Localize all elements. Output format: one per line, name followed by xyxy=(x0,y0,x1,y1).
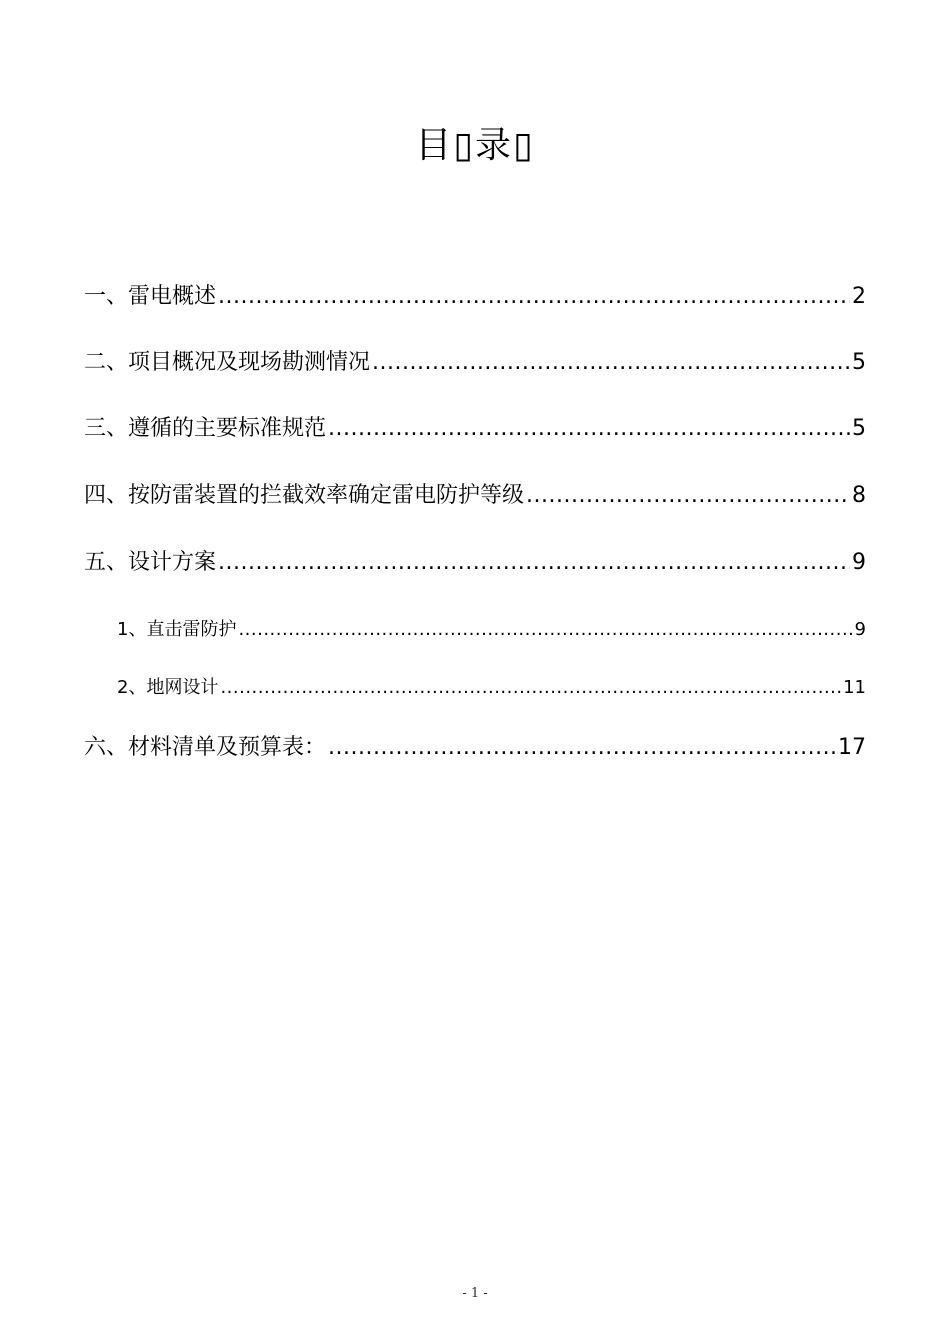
toc-entry-project-overview[interactable] xyxy=(84,348,866,378)
toc-entry-text: 五、设计方案 xyxy=(84,550,217,575)
toc-entry-text: 1、直击雷防护 xyxy=(117,619,237,640)
toc-dot-leader xyxy=(328,733,836,763)
toc-entry-text: 三、遵循的主要标准规范 xyxy=(84,416,327,441)
toc-dot-leader xyxy=(218,282,850,312)
toc-dot-leader xyxy=(218,548,850,578)
toc-page-number: 11 xyxy=(843,677,866,698)
toc-entry-materials-budget[interactable] xyxy=(84,733,866,763)
toc-dot-leader xyxy=(328,414,850,444)
toc-entry-text: 一、雷电概述 xyxy=(84,284,217,309)
toc-page-number: 9 xyxy=(852,550,866,575)
toc-page-number: 5 xyxy=(852,416,866,441)
toc-dot-leader xyxy=(238,617,852,643)
toc-entry-text: 四、按防雷装置的拦截效率确定雷电防护等级 xyxy=(84,483,525,508)
page-number-footer: - 1 - xyxy=(462,1286,488,1301)
page-title: 目▯录▯ xyxy=(415,125,535,166)
toc-entry-protection-level[interactable] xyxy=(84,481,866,511)
toc-entry-text: 六、材料清单及预算表： xyxy=(84,735,327,760)
toc-page-number: 9 xyxy=(854,619,866,640)
toc-dot-leader xyxy=(220,675,841,701)
toc-page-number: 5 xyxy=(852,350,866,375)
toc-dot-leader xyxy=(526,481,850,511)
toc-entry-lightning-overview[interactable] xyxy=(84,282,866,312)
toc-entry-standards[interactable] xyxy=(84,414,866,444)
toc-entry-text: 2、地网设计 xyxy=(117,677,219,698)
toc-page-number: 8 xyxy=(852,483,866,508)
toc-entry-direct-strike-protection[interactable] xyxy=(117,617,866,643)
toc-page-number: 17 xyxy=(838,735,866,760)
toc-entry-grounding-design[interactable] xyxy=(117,675,866,701)
toc-entry-design-plan[interactable] xyxy=(84,548,866,578)
toc-page-number: 2 xyxy=(852,284,866,309)
toc-dot-leader xyxy=(372,348,850,378)
toc-entry-text: 二、项目概况及现场勘测情况 xyxy=(84,350,371,375)
